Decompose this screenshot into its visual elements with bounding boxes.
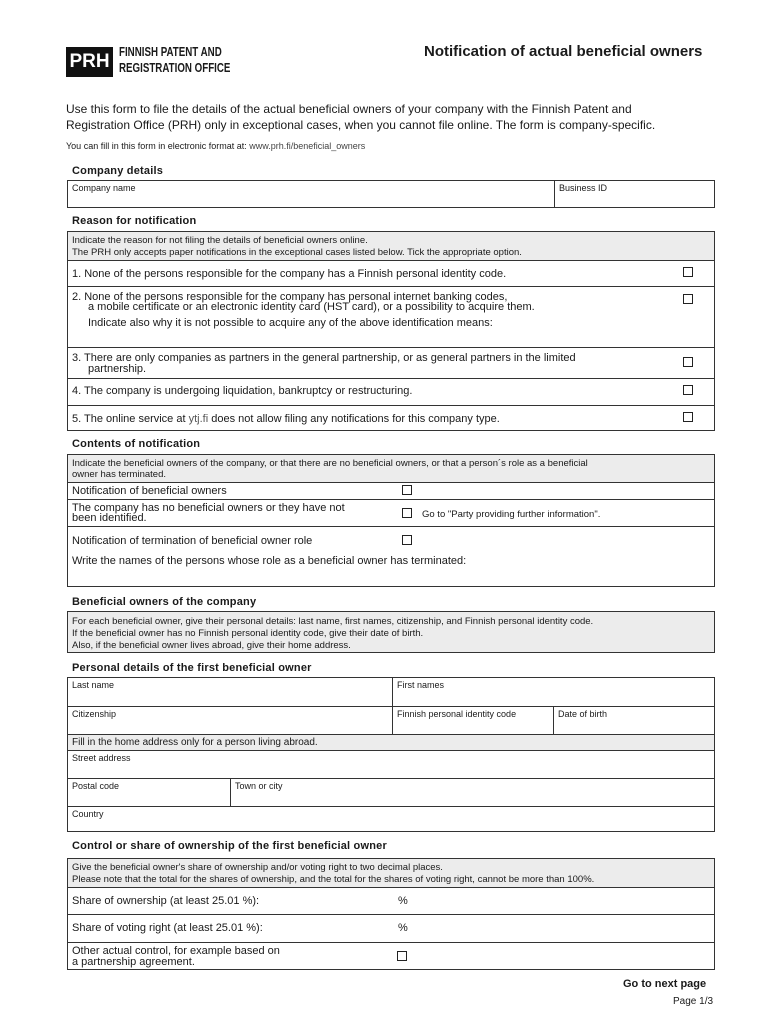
no-owners-line1: The company has no beneficial owners or they have not [72, 502, 345, 514]
contents-info [68, 455, 714, 482]
reason-option-4-checkbox[interactable] [683, 385, 693, 395]
termination-label: Notification of termination of beneficial owner role [72, 535, 313, 547]
org-name-line2: REGISTRATION OFFICE [119, 61, 231, 75]
reason-option-3-line2: partnership. [88, 363, 147, 375]
personal-details-heading: Personal details of the first beneficial owner [72, 662, 312, 674]
reason-option-2-line3: Indicate also why it is not possible to acquire any of the above identification means: [88, 317, 493, 329]
form-title: Notification of actual beneficial owners [424, 43, 703, 60]
personal-details-box [67, 677, 715, 832]
owners-info-line2: If the beneficial owner has no Finnish personal identity code, give their date of birth. [72, 628, 424, 639]
no-owners-line2: been identified. [72, 512, 147, 524]
note-prefix: You can fill in this form in electronic format at: [66, 141, 250, 151]
termination-checkbox[interactable] [402, 535, 412, 545]
control-box [67, 858, 715, 970]
country-field[interactable] [68, 807, 714, 831]
reason-option-3-line1: 3. There are only companies as partners in the general partnership, or as general partners in the limited [72, 352, 576, 364]
reason-box [67, 231, 715, 431]
beneficial-owners-link[interactable]: www.prh.fi/beneficial_owners [249, 141, 366, 151]
ownership-percent-sign: % [398, 895, 408, 907]
contents-info-line2: owner has terminated. [72, 469, 166, 480]
company-details-box [67, 180, 715, 208]
reason-option-5-suffix: does not allow filing any notifications for this company type. [208, 413, 500, 425]
reason-option-2-line2: a mobile certificate or an electronic identity card (HST card), or a possibility to acquire them. [88, 301, 535, 313]
control-heading: Control or share of ownership of the first beneficial owner [72, 840, 387, 852]
contents-box [67, 454, 715, 587]
citizenship-field[interactable] [68, 707, 392, 734]
owners-info-box [67, 611, 715, 653]
voting-share-input[interactable] [388, 916, 394, 938]
control-info-line2: Please note that the total for the shares of ownership, and the total for the shares of voting right, cannot be more than 100%. [72, 874, 595, 885]
contents-heading: Contents of notification [72, 438, 201, 450]
reason-option-4: 4. The company is undergoing liquidation, bankruptcy or restructuring. [72, 385, 413, 397]
reason-info-line1: Indicate the reason for not filing the details of beneficial owners online. [72, 235, 368, 246]
intro-text [66, 101, 716, 133]
reason-option-1-checkbox[interactable] [683, 267, 693, 277]
identity-code-label: Finnish personal identity code [397, 709, 517, 719]
intro-line2: Registration Office (PRH) only in exceptional cases, when you cannot file online. The form is company-specific. [66, 118, 656, 132]
reason-option-5 [72, 414, 500, 425]
last-name-label: Last name [72, 680, 115, 690]
ytj-link[interactable]: ytj.fi [188, 413, 209, 425]
page-number: Page 1/3 [673, 996, 714, 1007]
company-name-field[interactable] [68, 181, 554, 207]
control-info [68, 859, 714, 887]
reason-option-3-checkbox[interactable] [683, 357, 693, 367]
town-field[interactable] [231, 779, 714, 806]
last-name-field[interactable] [68, 678, 392, 706]
notification-of-owners-label: Notification of beneficial owners [72, 485, 227, 497]
reason-option-5-prefix: 5. The online service at [72, 413, 189, 425]
prh-logo: PRH [66, 47, 113, 77]
date-of-birth-field[interactable] [554, 707, 714, 734]
electronic-format-note [66, 141, 365, 151]
owners-heading: Beneficial owners of the company [72, 596, 257, 608]
other-control-checkbox[interactable] [397, 951, 407, 961]
company-details-heading: Company details [72, 165, 164, 177]
terminated-names-prompt: Write the names of the persons whose role as a beneficial owner has terminated: [72, 555, 467, 567]
owners-info-line3: Also, if the beneficial owner lives abroad, give their home address. [72, 640, 351, 651]
reason-option-2-checkbox[interactable] [683, 294, 693, 304]
voting-percent-sign: % [398, 922, 408, 934]
business-id-label: Business ID [559, 183, 608, 193]
no-owners-checkbox[interactable] [402, 508, 412, 518]
reason-info [68, 232, 714, 260]
company-name-label: Company name [72, 183, 136, 193]
reason-option-5-checkbox[interactable] [683, 412, 693, 422]
town-label: Town or city [235, 781, 283, 791]
street-address-field[interactable] [68, 751, 714, 778]
other-control-line2: a partnership agreement. [72, 956, 195, 968]
contents-info-line1: Indicate the beneficial owners of the company, or that there are no beneficial owners, or that a person´s role as a beneficial [72, 458, 588, 469]
business-id-field[interactable] [555, 181, 714, 207]
ownership-share-input[interactable] [388, 889, 394, 911]
org-name [119, 44, 230, 76]
intro-line1: Use this form to file the details of the actual beneficial owners of your company with the Finnish Patent and [66, 102, 632, 116]
address-info-text: Fill in the home address only for a person living abroad. [72, 737, 318, 748]
terminated-names-field[interactable] [72, 569, 710, 585]
first-names-field[interactable] [393, 678, 714, 706]
date-of-birth-label: Date of birth [558, 709, 608, 719]
postal-code-label: Postal code [72, 781, 120, 791]
other-control-line1: Other actual control, for example based on [72, 945, 280, 957]
no-owners-note: Go to "Party providing further information". [422, 509, 601, 520]
reason-option-2-line1: 2. None of the persons responsible for the company has personal internet banking codes, [72, 291, 508, 303]
control-info-line1: Give the beneficial owner's share of ownership and/or voting right to two decimal places. [72, 862, 443, 873]
address-info [68, 735, 714, 750]
postal-code-field[interactable] [68, 779, 230, 806]
country-label: Country [72, 809, 104, 819]
owners-info-line1: For each beneficial owner, give their personal details: last name, first names, citizenship, and Finnish personal identity code. [72, 616, 594, 627]
ownership-share-label: Share of ownership (at least 25.01 %): [72, 895, 260, 907]
first-names-label: First names [397, 680, 445, 690]
notification-of-owners-checkbox[interactable] [402, 485, 412, 495]
reason-heading: Reason for notification [72, 215, 197, 227]
reason-option-1: 1. None of the persons responsible for the company has a Finnish personal identity code. [72, 268, 507, 280]
street-address-label: Street address [72, 753, 131, 763]
citizenship-label: Citizenship [72, 709, 117, 719]
go-to-next-page: Go to next page [623, 978, 707, 990]
org-name-line1: FINNISH PATENT AND [119, 45, 222, 59]
reason-info-line2: The PRH only accepts paper notifications in the exceptional cases listed below. Tick the appropriate option. [72, 247, 522, 258]
voting-share-label: Share of voting right (at least 25.01 %): [72, 922, 263, 934]
identity-code-field[interactable] [393, 707, 553, 734]
